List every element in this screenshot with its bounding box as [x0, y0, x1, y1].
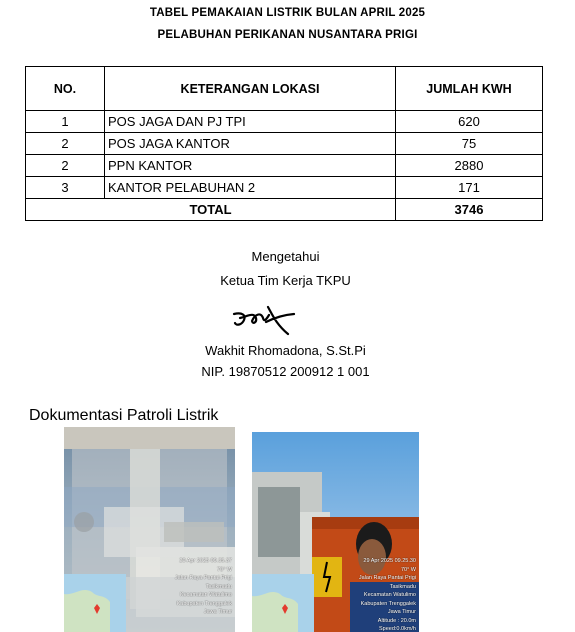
table-row	[26, 111, 543, 133]
stamp-line: Jawa Timur	[387, 609, 416, 615]
stamp-line: 70° W	[216, 566, 232, 573]
stamp-line: Kabupaten Trenggalek	[176, 600, 232, 607]
photo-2-timestamp-stamp	[359, 557, 416, 632]
stamp-line: Jalan Raya Pantai Prigi	[358, 575, 416, 581]
stamp-line: Kecamatan Watulimo	[179, 592, 232, 598]
table-total-row	[26, 199, 543, 221]
signer-name: Wakhit Rhomadona, S.St.Pi	[205, 343, 366, 358]
documentation-heading: Dokumentasi Patroli Listrik	[29, 407, 219, 424]
signer-role: Ketua Tim Kerja TKPU	[220, 273, 351, 288]
location-map-thumbnail	[252, 574, 314, 632]
total-value: 3746	[396, 199, 543, 221]
stamp-line: Jawa Timur	[203, 609, 232, 615]
row-location: KANTOR PELABUHAN 2	[105, 177, 396, 199]
report-subtitle: PELABUHAN PERIKANAN NUSANTARA PRIGI	[157, 29, 418, 41]
acknowledged-label: Mengetahui	[251, 249, 320, 264]
table-row	[26, 155, 543, 177]
row-no: 2	[26, 133, 105, 155]
row-kwh: 171	[396, 177, 543, 199]
stamp-line: 29 Apr 2025 09.25.30	[363, 558, 416, 564]
stamp-line: Altitude : 20.0m	[377, 617, 416, 624]
column-header-location: KETERANGAN LOKASI	[105, 67, 396, 111]
table-row	[26, 133, 543, 155]
row-location: POS JAGA DAN PJ TPI	[105, 111, 396, 133]
location-map-thumbnail	[64, 574, 126, 632]
stamp-line: 29 Apr 2025 09.35.37	[179, 558, 232, 564]
row-kwh: 620	[396, 111, 543, 133]
stamp-line: Tasikmadu	[389, 583, 416, 590]
column-header-kwh: JUMLAH KWH	[396, 67, 543, 111]
stamp-line: 70° W	[400, 566, 416, 573]
patrol-photo-2	[252, 432, 419, 632]
stamp-line: Kecamatan Watulimo	[363, 592, 416, 598]
stamp-line: Speed:0.0km/h	[379, 626, 416, 632]
row-location: POS JAGA KANTOR	[105, 133, 396, 155]
table-header-row	[26, 67, 543, 111]
electricity-usage-table	[25, 66, 543, 221]
row-kwh: 75	[396, 133, 543, 155]
stamp-line: Tasikmadu	[205, 583, 232, 590]
signer-nip: NIP. 19870512 200912 1 001	[201, 364, 370, 379]
handwritten-signature	[228, 298, 300, 338]
row-no: 1	[26, 111, 105, 133]
total-label: TOTAL	[26, 199, 396, 221]
column-header-no: NO.	[26, 67, 105, 111]
row-no: 2	[26, 155, 105, 177]
report-title: TABEL PEMAKAIAN LISTRIK BULAN APRIL 2025	[149, 7, 426, 19]
row-kwh: 2880	[396, 155, 543, 177]
table-row	[26, 177, 543, 199]
row-location: PPN KANTOR	[105, 155, 396, 177]
stamp-line: Jalan Raya Pantai Prigi	[174, 575, 232, 581]
stamp-line: Kabupaten Trenggalek	[360, 600, 416, 607]
row-no: 3	[26, 177, 105, 199]
photo-1-timestamp-stamp	[175, 557, 232, 617]
meter-photo-1	[64, 427, 235, 632]
